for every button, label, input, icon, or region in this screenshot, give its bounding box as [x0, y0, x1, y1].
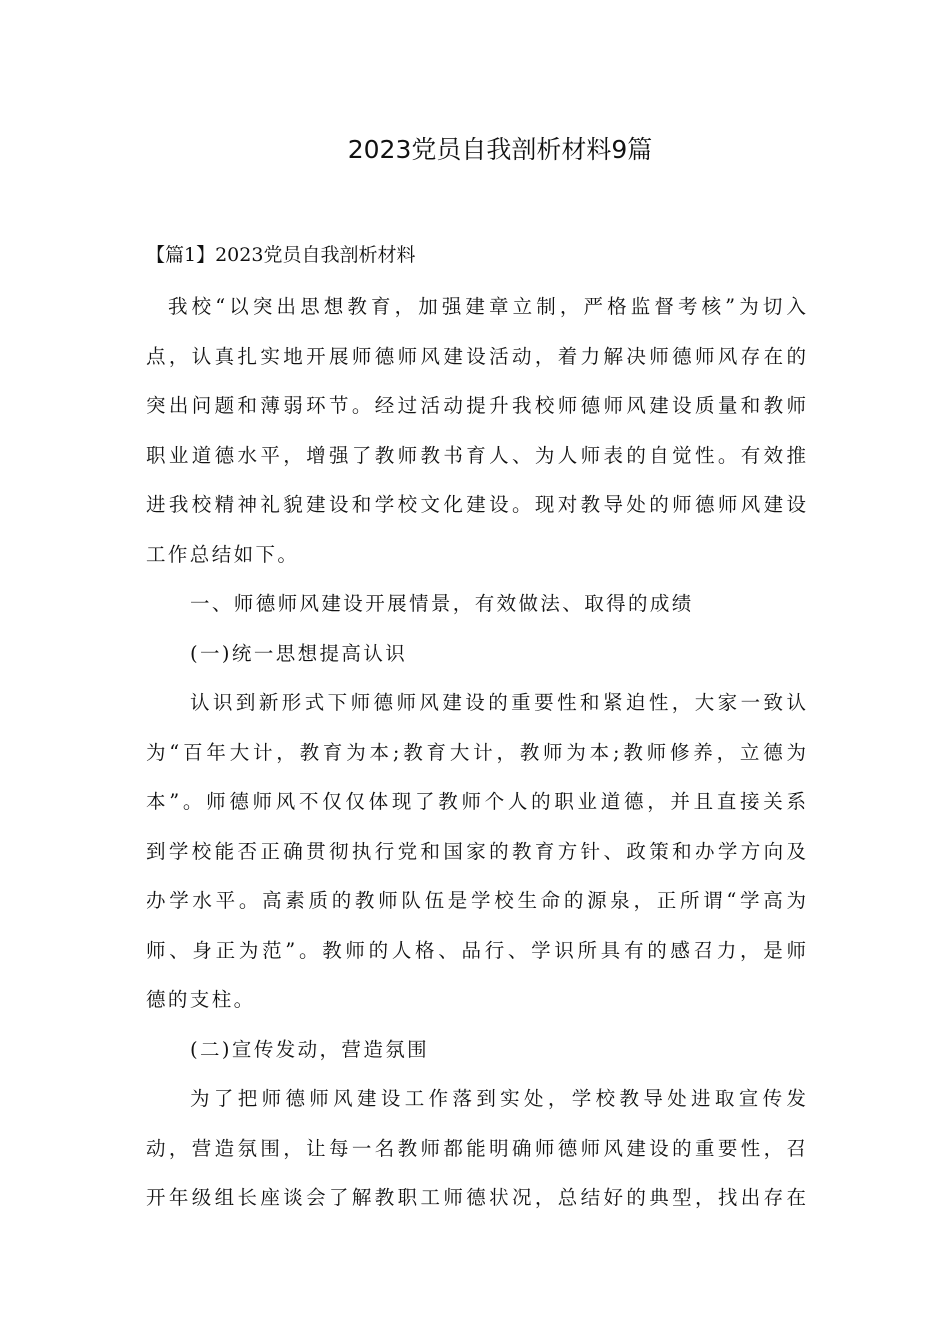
paragraph-line: 到学校能否正确贯彻执行党和国家的教育方针、政策和办学方向及 — [146, 839, 806, 863]
paragraph-line: 开年级组长座谈会了解教职工师德状况，总结好的典型，找出存在 — [146, 1186, 806, 1209]
paragraph-line: 我校“以突出思想教育，加强建章立制，严格监督考核”为切入 — [168, 295, 806, 318]
paragraph-line: 为“百年大计，教育为本;教育大计，教师为本;教师修养，立德为 — [146, 740, 806, 764]
document-body — [146, 282, 806, 1223]
section-heading: 【篇1】2023党员自我剖析材料 — [146, 244, 416, 266]
document-title: 2023党员自我剖析材料9篇 — [347, 135, 653, 164]
paragraph-line: 认识到新形式下师德师风建设的重要性和紧迫性，大家一致认 — [190, 691, 806, 714]
paragraph-line: 动，营造氛围，让每一名教师都能明确师德师风建设的重要性，召 — [146, 1136, 806, 1160]
paragraph-line: 工作总结如下。 — [146, 542, 300, 566]
subheading-level2: (二)宣传发动，营造氛围 — [190, 1037, 430, 1061]
paragraph-line: 点，认真扎实地开展师德师风建设活动，着力解决师德师风存在的 — [146, 344, 806, 368]
paragraph-line: 进我校精神礼貌建设和学校文化建设。现对教导处的师德师风建设 — [146, 493, 806, 516]
paragraph-line: 为了把师德师风建设工作落到实处，学校教导处进取宣传发 — [190, 1087, 806, 1110]
paragraph-line: 师、身正为范”。教师的人格、品行、学识所具有的感召力，是师 — [146, 938, 806, 962]
paragraph-line: 办学水平。高素质的教师队伍是学校生命的源泉，正所谓“学高为 — [146, 889, 806, 912]
paragraph-line: 突出问题和薄弱环节。经过活动提升我校师德师风建设质量和教师 — [146, 394, 806, 417]
subheading-level2: (一)统一思想提高认识 — [190, 641, 408, 665]
paragraph-line: 德的支柱。 — [146, 988, 256, 1011]
paragraph-line: 本”。师德师风不仅仅体现了教师个人的职业道德，并且直接关系 — [146, 790, 806, 813]
paragraph-line: 职业道德水平，增强了教师教书育人、为人师表的自觉性。有效推 — [146, 443, 806, 467]
subheading-level1: 一、师德师风建设开展情景，有效做法、取得的成绩 — [190, 592, 694, 615]
